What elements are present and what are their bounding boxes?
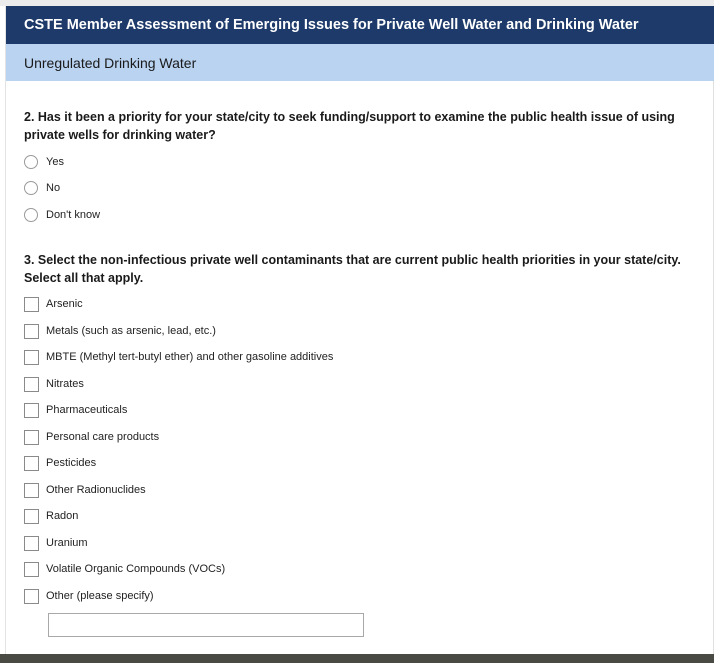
q3-option-label: Uranium bbox=[46, 537, 88, 549]
checkbox[interactable] bbox=[24, 562, 39, 577]
q3-option-radionuclides[interactable] bbox=[24, 481, 146, 499]
q3-option-label: Other Radionuclides bbox=[46, 484, 146, 496]
checkbox[interactable] bbox=[24, 509, 39, 524]
q3-option-vocs[interactable] bbox=[24, 560, 225, 578]
q3-option-label: Arsenic bbox=[46, 298, 83, 310]
survey-title-bar bbox=[6, 6, 714, 44]
q2-option-label: No bbox=[46, 182, 61, 194]
checkbox[interactable] bbox=[24, 589, 39, 604]
q2-option-dont-know[interactable] bbox=[24, 206, 100, 224]
checkbox[interactable] bbox=[24, 297, 39, 312]
q3-option-label: Volatile Organic Compounds (VOCs) bbox=[46, 563, 226, 575]
question-3-text: 3. Select the non-infectious private well contaminants that are current public health priorities in your state/city. Select all that apply. bbox=[24, 253, 681, 285]
q3-option-mbte[interactable] bbox=[24, 348, 333, 366]
q3-option-label: Radon bbox=[46, 510, 79, 522]
q3-option-label: Personal care products bbox=[46, 431, 160, 443]
q3-option-pharmaceuticals[interactable] bbox=[24, 401, 127, 419]
q3-option-label: MBTE (Methyl tert-butyl ether) and other gasoline additives bbox=[46, 351, 334, 363]
q3-option-label: Metals (such as arsenic, lead, etc.) bbox=[46, 325, 216, 337]
checkbox[interactable] bbox=[24, 377, 39, 392]
q3-option-metals[interactable] bbox=[24, 322, 216, 340]
q3-option-uranium[interactable] bbox=[24, 534, 88, 552]
checkbox[interactable] bbox=[24, 403, 39, 418]
q3-option-arsenic[interactable] bbox=[24, 295, 83, 313]
survey-title: CSTE Member Assessment of Emerging Issues for Private Well Water and Drinking Water bbox=[24, 17, 639, 33]
question-2-text: 2. Has it been a priority for your state/city to seek funding/support to examine the public health issue of using private wells for drinking water? bbox=[24, 110, 675, 142]
q3-option-label: Pharmaceuticals bbox=[46, 404, 128, 416]
q2-option-no[interactable] bbox=[24, 179, 60, 197]
bottom-bar bbox=[0, 654, 714, 663]
q3-option-radon[interactable] bbox=[24, 507, 78, 525]
other-specify-input[interactable] bbox=[48, 613, 364, 637]
radio-button[interactable] bbox=[24, 155, 38, 169]
section-title: Unregulated Drinking Water bbox=[24, 54, 197, 71]
radio-button[interactable] bbox=[24, 181, 38, 195]
q3-option-pesticides[interactable] bbox=[24, 454, 96, 472]
q2-option-yes[interactable] bbox=[24, 153, 64, 171]
q3-option-other[interactable] bbox=[24, 587, 154, 605]
checkbox[interactable] bbox=[24, 536, 39, 551]
checkbox[interactable] bbox=[24, 483, 39, 498]
q2-option-label: Yes bbox=[46, 156, 64, 168]
left-border bbox=[0, 6, 6, 654]
q3-option-personal-care[interactable] bbox=[24, 428, 159, 446]
q3-option-label: Pesticides bbox=[46, 457, 97, 469]
q3-option-label: Other (please specify) bbox=[46, 590, 154, 602]
q3-option-label: Nitrates bbox=[46, 378, 84, 390]
section-header bbox=[6, 44, 714, 81]
checkbox[interactable] bbox=[24, 324, 39, 339]
checkbox[interactable] bbox=[24, 350, 39, 365]
q2-option-label: Don't know bbox=[46, 209, 101, 221]
radio-button[interactable] bbox=[24, 208, 38, 222]
checkbox[interactable] bbox=[24, 456, 39, 471]
checkbox[interactable] bbox=[24, 430, 39, 445]
q3-option-nitrates[interactable] bbox=[24, 375, 84, 393]
